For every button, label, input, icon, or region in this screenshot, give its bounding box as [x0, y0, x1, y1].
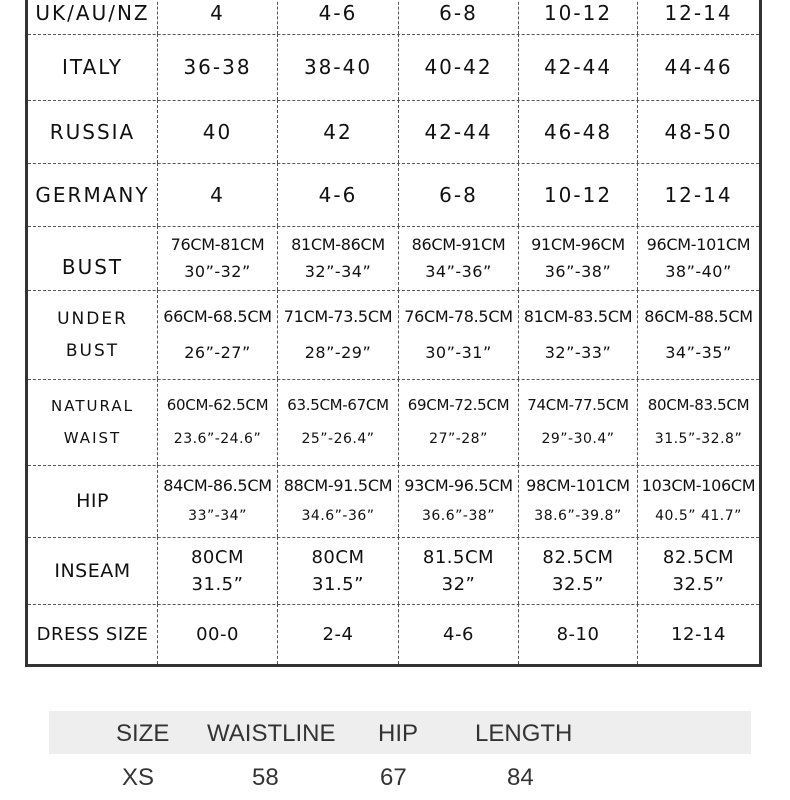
table-row: [28, 226, 759, 291]
cm-value: 80CM-83.5CM: [647, 396, 750, 414]
row-label-cell: [28, 290, 158, 379]
size-value: 12-14: [671, 623, 726, 645]
size-value: 48-50: [664, 119, 733, 144]
value-cell: [519, 226, 638, 290]
value-cell: [638, 537, 759, 604]
value-cell: [638, 34, 759, 100]
value-cell: [638, 290, 759, 379]
inch-value: 27”-28”: [429, 431, 488, 447]
table-row: [28, 290, 759, 380]
row-label: UK/AU/NZ: [35, 1, 150, 25]
inch-value: 38”-40”: [665, 262, 732, 281]
value-cell: [158, 34, 278, 100]
value-cell: [278, 537, 399, 604]
value-cell: [158, 604, 278, 664]
cm-value: 81CM-83.5CM: [523, 306, 633, 326]
value-cell: [519, 0, 638, 34]
cm-value: 71CM-73.5CM: [283, 306, 393, 326]
row-label: GERMANY: [35, 182, 150, 207]
value-cell: [278, 226, 399, 290]
row-label: ITALY: [62, 55, 123, 79]
inch-value: 32”-34”: [304, 262, 372, 281]
cm-value: 60CM-62.5CM: [166, 396, 269, 414]
row-label: HIP: [76, 490, 109, 512]
value-cell: [158, 465, 278, 537]
value-cell: [278, 163, 399, 226]
cm-value: 76CM-81CM: [170, 235, 265, 254]
cm-value: 63.5CM-67CM: [287, 396, 389, 414]
value-cell: [519, 465, 638, 537]
value-cell: [158, 379, 278, 465]
size-value: 4: [210, 1, 225, 25]
cm-value: 82.5CM: [542, 546, 614, 568]
value-cell: [399, 379, 519, 465]
inch-value: 34”-36”: [425, 262, 492, 281]
cm-value: 84CM-86.5CM: [163, 476, 272, 495]
size-value: 12-14: [664, 182, 733, 207]
value-cell: [158, 226, 278, 290]
cm-value: 96CM-101CM: [646, 235, 751, 254]
value-cell: [158, 537, 278, 604]
size-value: 46-48: [543, 119, 613, 144]
size-value: 44-46: [664, 55, 733, 79]
value-cell: [638, 379, 759, 465]
inch-value: 40.5” 41.7”: [655, 508, 742, 524]
value-cell: [278, 0, 399, 34]
value-cell: [158, 290, 278, 379]
value-cell: [399, 465, 519, 537]
size-value: 4-6: [318, 182, 358, 207]
value-cell: [158, 163, 278, 226]
value-cell: [278, 379, 399, 465]
row-label-cell: [28, 465, 158, 537]
column-header-hip: HIP: [378, 720, 419, 747]
inch-value: 29”-30.4”: [541, 431, 615, 447]
size-value: 2-4: [322, 623, 354, 645]
table-row: [28, 465, 759, 538]
size-value: 6-8: [439, 182, 478, 207]
inch-value: 36.6”-38”: [421, 508, 496, 524]
table-row: [28, 163, 759, 227]
cm-value: 82.5CM: [662, 546, 735, 568]
table-row: [28, 604, 759, 664]
inch-value: 32.5”: [672, 573, 725, 595]
inch-value: 28”-29”: [304, 342, 372, 362]
column-header-waistline: WAISTLINE: [207, 720, 336, 747]
row-label-cell: [28, 100, 158, 163]
inch-value: 31.5”: [312, 573, 364, 595]
inch-value: 26”-27”: [184, 342, 251, 362]
size-value: 10-12: [543, 182, 613, 207]
row-label: BUST: [61, 255, 124, 279]
value-cell: [519, 100, 638, 163]
size-value: 4-6: [318, 1, 358, 25]
row-label: UNDER: [57, 308, 128, 329]
row-label-cell: [28, 604, 158, 664]
row-label-cell: [28, 226, 158, 290]
size-value: 40: [202, 119, 233, 144]
table-row: [28, 0, 759, 35]
product-hip-value: 67: [380, 764, 407, 791]
value-cell: [519, 34, 638, 100]
value-cell: [278, 100, 399, 163]
cm-value: 93CM-96.5CM: [404, 476, 513, 495]
value-cell: [399, 537, 519, 604]
inch-value: 31.5”-32.8”: [654, 431, 743, 447]
product-waistline-value: 58: [252, 764, 279, 791]
size-value: 4: [210, 182, 225, 207]
inch-value: 38.6”-39.8”: [534, 508, 622, 524]
cm-value: 86CM-88.5CM: [644, 306, 753, 326]
size-conversion-table: [25, 0, 762, 667]
cm-value: 81.5CM: [422, 546, 495, 568]
table-row: [28, 537, 759, 605]
value-cell: [519, 379, 638, 465]
cm-value: 66CM-68.5CM: [163, 306, 272, 326]
value-cell: [638, 465, 759, 537]
value-cell: [399, 604, 519, 664]
value-cell: [278, 465, 399, 537]
size-value: 4-6: [443, 623, 474, 645]
cm-value: 74CM-77.5CM: [527, 396, 629, 414]
value-cell: [399, 34, 519, 100]
inch-value: 30”-32”: [184, 262, 251, 281]
row-label: BUST: [65, 340, 120, 361]
inch-value: 25”-26.4”: [301, 431, 375, 447]
row-label-cell: [28, 537, 158, 604]
row-label: WAIST: [63, 429, 122, 447]
cm-value: 86CM-91CM: [411, 235, 506, 254]
value-cell: [519, 537, 638, 604]
inch-value: 32”-33”: [544, 342, 612, 362]
size-value: 40-42: [424, 55, 493, 79]
column-header-size: SIZE: [116, 720, 170, 747]
size-value: 42-44: [424, 119, 493, 144]
row-label: DRESS SIZE: [36, 623, 149, 645]
size-value: 12-14: [664, 1, 733, 25]
product-length-value: 84: [507, 764, 534, 791]
value-cell: [638, 226, 759, 290]
value-cell: [638, 163, 759, 226]
value-cell: [278, 290, 399, 379]
inch-value: 36”-38”: [544, 262, 612, 281]
value-cell: [638, 604, 759, 664]
row-label-cell: [28, 0, 158, 34]
inch-value: 23.6”-24.6”: [173, 431, 262, 447]
size-value: 42: [323, 119, 353, 144]
table-row: [28, 34, 759, 101]
size-value: 00-0: [196, 623, 239, 645]
inch-value: 33”-34”: [188, 508, 247, 524]
value-cell: [519, 163, 638, 226]
value-cell: [399, 100, 519, 163]
inch-value: 31.5”: [191, 573, 244, 595]
size-value: 8-10: [556, 623, 600, 645]
cm-value: 76CM-78.5CM: [404, 306, 513, 326]
table-row: [28, 379, 759, 466]
cm-value: 80CM: [311, 546, 365, 568]
row-label: RUSSIA: [49, 119, 136, 144]
value-cell: [519, 604, 638, 664]
row-label: NATURAL: [51, 397, 134, 415]
value-cell: [399, 0, 519, 34]
value-cell: [399, 226, 519, 290]
value-cell: [399, 163, 519, 226]
value-cell: [399, 290, 519, 379]
inch-value: 34.6”-36”: [301, 508, 375, 524]
size-value: 36-38: [183, 55, 252, 79]
product-size-value: XS: [122, 764, 155, 791]
value-cell: [519, 290, 638, 379]
inch-value: 30”-31”: [425, 342, 492, 362]
row-label-cell: [28, 34, 158, 100]
cm-value: 91CM-96CM: [531, 235, 625, 254]
size-value: 10-12: [543, 1, 613, 25]
inch-value: 32”: [441, 573, 476, 595]
inch-value: 32.5”: [552, 573, 604, 595]
row-label-cell: [28, 379, 158, 465]
cm-value: 98CM-101CM: [526, 476, 630, 495]
row-label-cell: [28, 163, 158, 226]
size-value: 38-40: [303, 55, 373, 79]
cm-value: 88CM-91.5CM: [283, 476, 393, 495]
cm-value: 103CM-106CM: [641, 476, 756, 495]
table-row: [28, 100, 759, 164]
cm-value: 81CM-86CM: [291, 235, 385, 254]
column-header-length: LENGTH: [475, 720, 573, 747]
value-cell: [638, 100, 759, 163]
value-cell: [158, 100, 278, 163]
value-cell: [638, 0, 759, 34]
value-cell: [158, 0, 278, 34]
cm-value: 69CM-72.5CM: [407, 396, 510, 414]
cm-value: 80CM: [190, 546, 244, 568]
value-cell: [278, 34, 399, 100]
size-value: 42-44: [543, 55, 613, 79]
row-label: INSEAM: [54, 559, 131, 582]
inch-value: 34”-35”: [665, 342, 732, 362]
size-value: 6-8: [439, 1, 478, 25]
value-cell: [278, 604, 399, 664]
